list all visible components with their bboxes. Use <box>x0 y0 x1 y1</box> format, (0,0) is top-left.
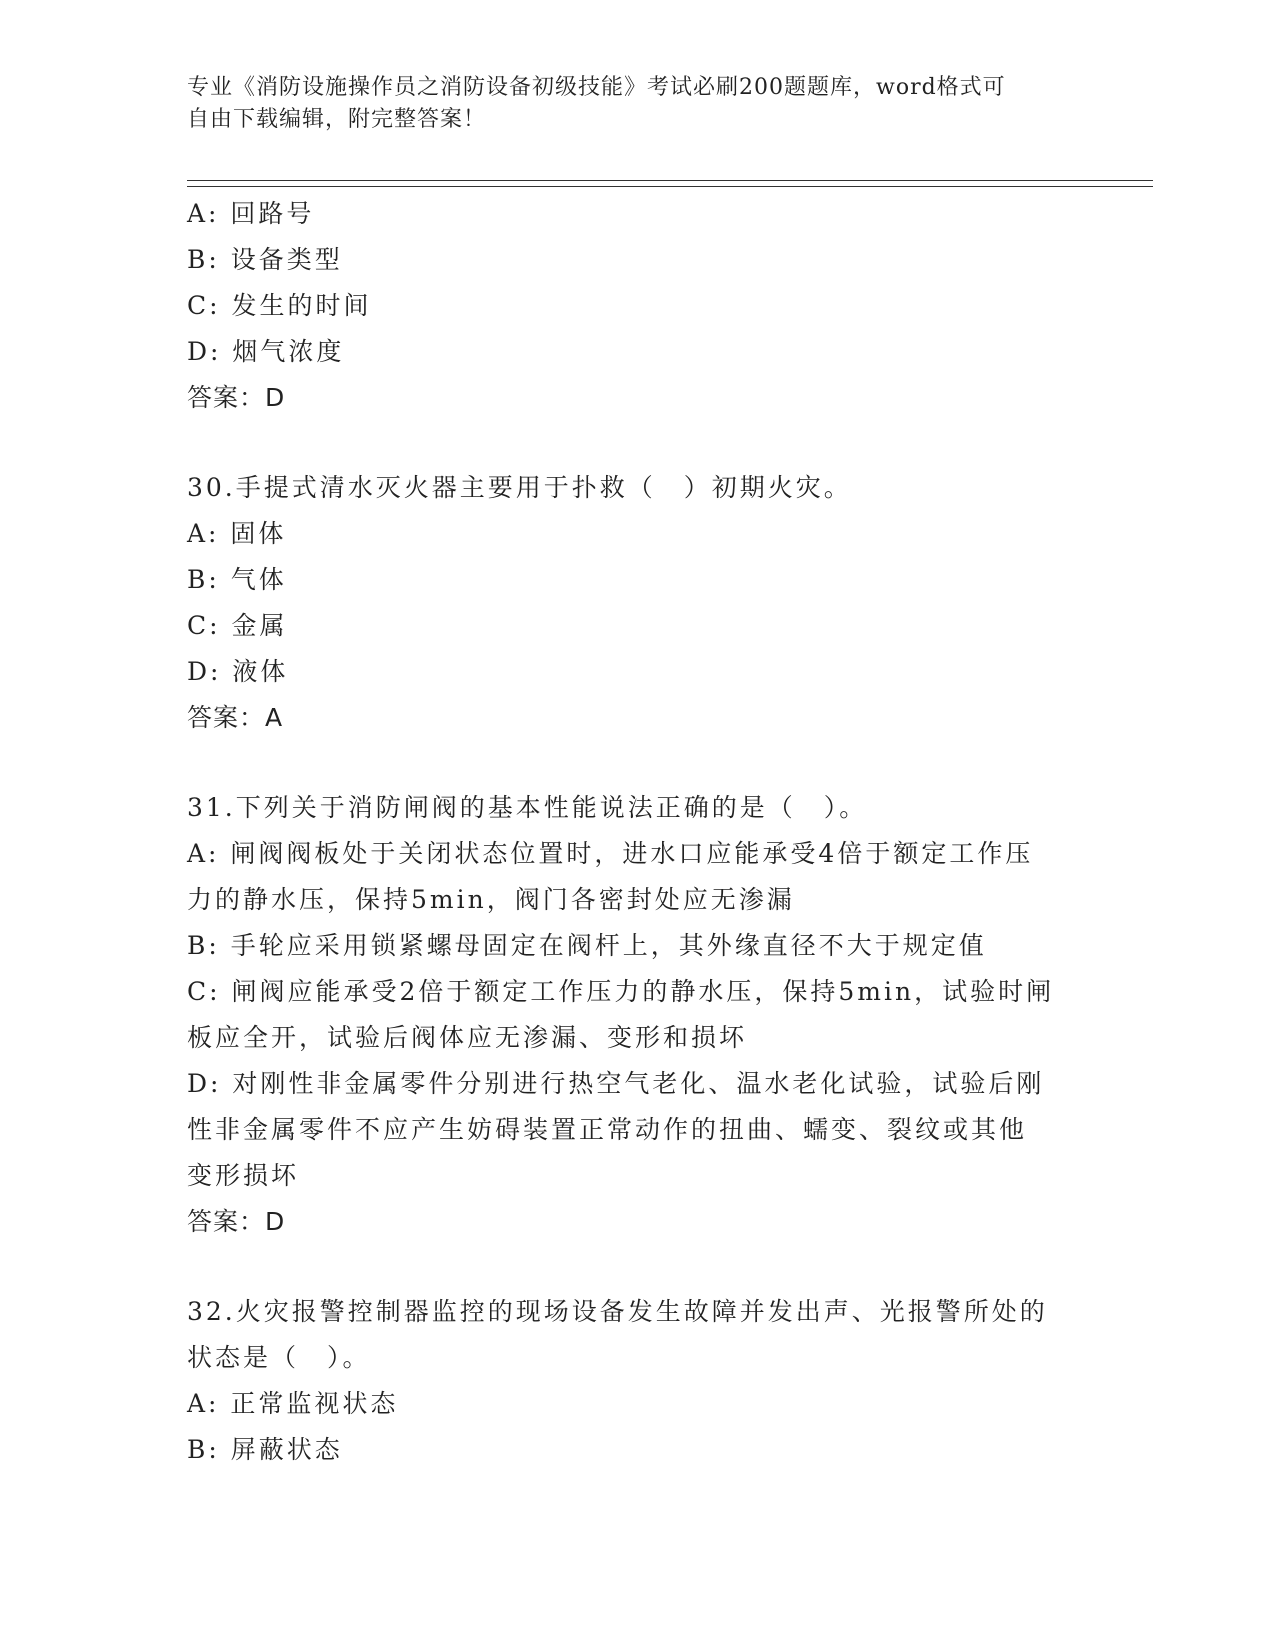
header-line-1: 专业《消防设施操作员之消防设备初级技能》考试必刷200题题库，word格式可 <box>187 75 1006 100</box>
option-b: B: 气体 <box>187 565 287 594</box>
option-a-line-2: 力的静水压，保持5min，阀门各密封处应无渗漏 <box>187 885 795 914</box>
option-b: B: 屏蔽状态 <box>187 1435 343 1464</box>
question-text-line-1: 32.火灾报警控制器监控的现场设备发生故障并发出声、光报警所处的 <box>187 1297 1048 1326</box>
question-32 <box>187 1289 1087 1473</box>
answer-line: 答案：D <box>187 383 286 412</box>
option-a-line-1: A: 闸阀阀板处于关闭状态位置时，进水口应能承受4倍于额定工作压 <box>187 839 1034 868</box>
header-line-2: 自由下载编辑，附完整答案！ <box>187 107 487 132</box>
option-a: A: 固体 <box>187 519 287 548</box>
option-c: C: 发生的时间 <box>187 291 372 320</box>
answer-line: 答案：A <box>187 703 284 732</box>
answer-line: 答案：D <box>187 1207 286 1236</box>
question-29-options <box>187 191 1087 421</box>
option-a: A: 回路号 <box>187 199 315 228</box>
option-a: A: 正常监视状态 <box>187 1389 399 1418</box>
option-d: D: 烟气浓度 <box>187 337 345 366</box>
question-text-line-2: 状态是（ ）。 <box>187 1343 371 1372</box>
question-30 <box>187 465 1087 741</box>
header-divider-bottom <box>187 186 1153 187</box>
question-text: 31.下列关于消防闸阀的基本性能说法正确的是（ ）。 <box>187 793 868 822</box>
question-text: 30.手提式清水灭火器主要用于扑救（ ）初期火灾。 <box>187 473 852 502</box>
question-31 <box>187 785 1087 1245</box>
option-d-line-2: 性非金属零件不应产生妨碍装置正常动作的扭曲、蠕变、裂纹或其他 <box>187 1115 1028 1144</box>
header-divider-top <box>187 180 1153 181</box>
question-content <box>187 191 1087 1473</box>
document-header <box>187 72 1087 136</box>
option-b: B: 手轮应采用锁紧螺母固定在阀杆上，其外缘直径不大于规定值 <box>187 931 987 960</box>
option-d-line-1: D: 对刚性非金属零件分别进行热空气老化、温水老化试验，试验后刚 <box>187 1069 1045 1098</box>
option-c: C: 金属 <box>187 611 288 640</box>
option-d: D: 液体 <box>187 657 289 686</box>
option-c-line-2: 板应全开，试验后阀体应无渗漏、变形和损坏 <box>187 1023 748 1052</box>
option-d-line-3: 变形损坏 <box>187 1161 300 1190</box>
option-b: B: 设备类型 <box>187 245 343 274</box>
option-c-line-1: C: 闸阀应能承受2倍于额定工作压力的静水压，保持5min，试验时闸 <box>187 977 1055 1006</box>
